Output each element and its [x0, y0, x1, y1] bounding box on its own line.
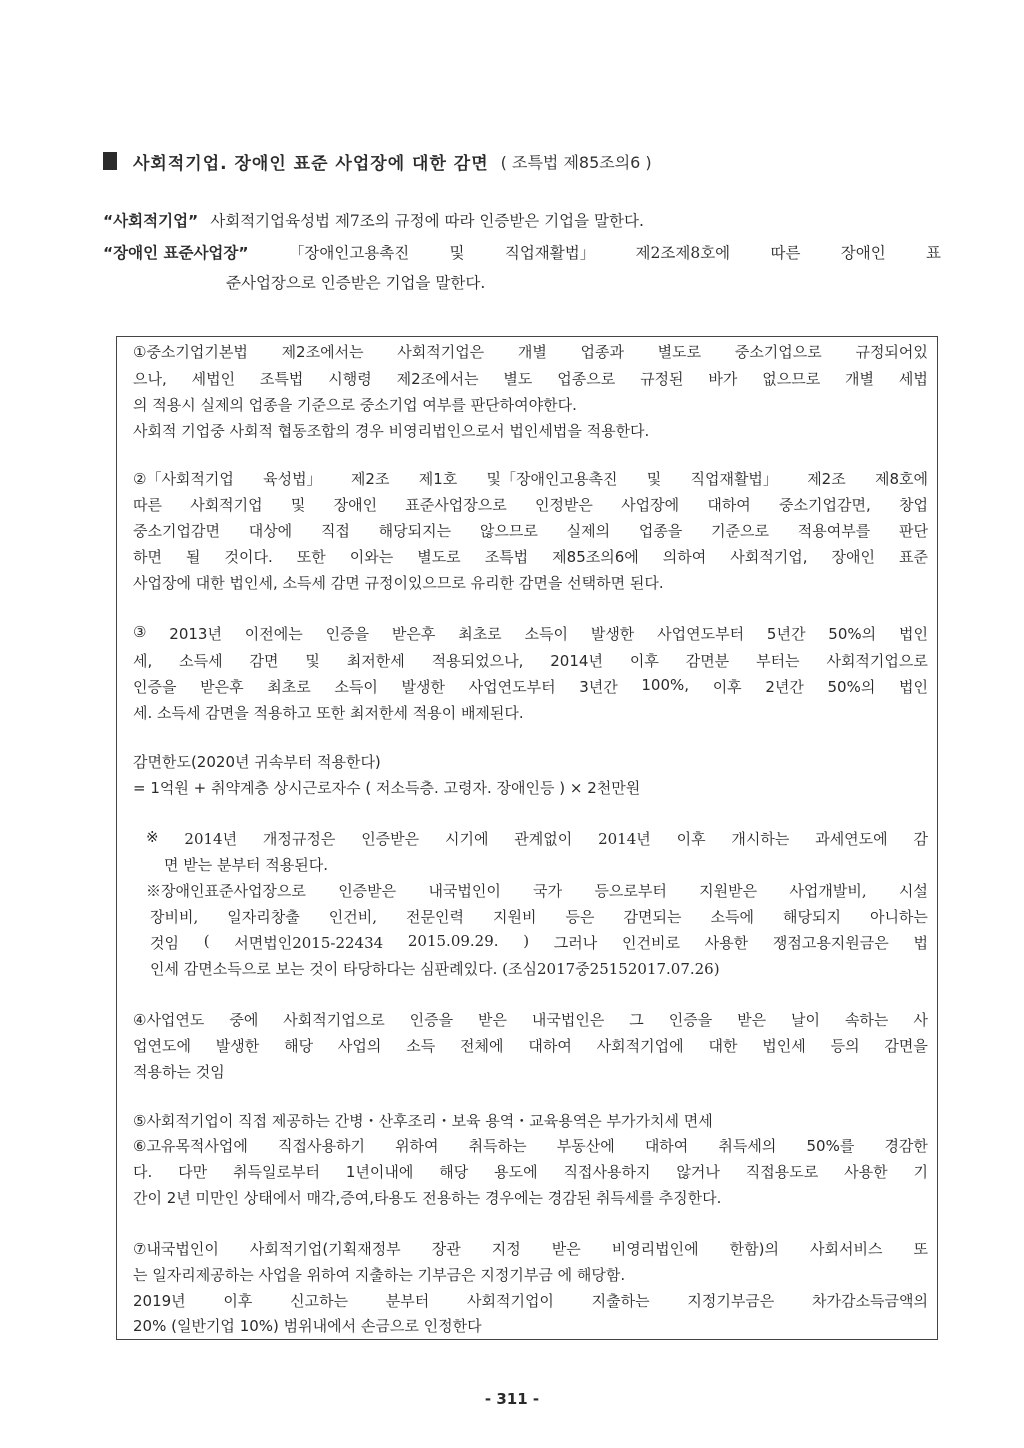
note-1-line: [133, 368, 928, 389]
word: 실제의: [566, 522, 611, 540]
word: 장관: [431, 1240, 461, 1258]
note-1-line: [133, 341, 928, 362]
word: ①중소기업기본법: [133, 343, 248, 361]
word: 표준: [898, 548, 928, 566]
word: 또: [913, 1240, 928, 1258]
word: ⑦내국법인이: [133, 1240, 219, 1258]
word: 사업연도부터: [657, 625, 745, 643]
word: 규정되어있: [855, 343, 928, 361]
word: 사회적기업에: [596, 1037, 684, 1055]
word: 소득이: [334, 678, 378, 696]
word: 취득일로부터: [233, 1163, 320, 1181]
word: 개별: [845, 370, 875, 388]
word: 취득세의: [718, 1137, 777, 1155]
word: 사업연도부터: [468, 678, 556, 696]
word: 2019년: [133, 1292, 186, 1310]
word: 감면을: [884, 1037, 928, 1055]
word: 다.: [133, 1163, 153, 1181]
word: 제2조: [350, 470, 390, 488]
word: 다만: [178, 1163, 208, 1181]
word: 전문인력: [406, 908, 464, 926]
word: 세법: [898, 370, 928, 388]
word: 신고하는: [290, 1292, 349, 1310]
word: 사회적기업으로: [283, 1011, 385, 1029]
word: 직업재활법」: [690, 470, 778, 488]
word: 제1호: [418, 470, 458, 488]
word: 이와는: [349, 548, 394, 566]
note-3-line: [133, 623, 928, 644]
word: 해당: [284, 1037, 314, 1055]
word: 소득세: [179, 652, 223, 670]
word: 2년간: [765, 678, 804, 696]
word: 소득: [406, 1037, 436, 1055]
word: 해당: [439, 1163, 469, 1181]
definition-word: 「장애인고용촉진: [288, 244, 410, 262]
word: 이후: [223, 1292, 253, 1310]
word: 기준으로: [711, 522, 770, 540]
note-3-line: 세. 소득세 감면을 적용하고 또한 최저한세 적용이 배제된다.: [133, 704, 524, 722]
word: 업연도에: [133, 1037, 191, 1055]
word: 장비비,: [150, 908, 199, 926]
word: 사회적기업이: [466, 1292, 554, 1310]
word: 사: [913, 1011, 928, 1029]
word: 2014년: [184, 830, 238, 848]
word: 제2조: [807, 470, 846, 488]
word: 적용여부를: [797, 522, 871, 540]
word: 따른: [133, 496, 162, 514]
note-2-line: [133, 546, 928, 567]
word: 의하여: [662, 548, 707, 566]
word: 2014년: [598, 830, 651, 848]
word: 감: [913, 830, 928, 848]
word: 해당되지는: [378, 522, 452, 540]
word: 사업개발비,: [789, 882, 867, 900]
word: 사회서비스: [810, 1240, 883, 1258]
word: 받은: [551, 1240, 581, 1258]
word: 개시하는: [731, 830, 790, 848]
word: 인건비로: [621, 934, 680, 952]
word: 것임: [150, 934, 179, 952]
word: 조특법: [259, 370, 304, 388]
page-number: - 311 -: [484, 1390, 540, 1408]
word: 등으로부터: [594, 882, 667, 900]
word: 사용한: [704, 934, 749, 952]
word: 표준사업장으로: [405, 496, 507, 514]
note-1-line: 사회적 기업중 사회적 협동조합의 경우 비영리법인으로서 법인세법을 적용한다.: [133, 422, 650, 440]
word: 최초로: [458, 625, 502, 643]
reference-note-line: 인세 감면소득으로 보는 것이 타당하다는 심판례있다. (조심2017중25152017.07.26): [150, 960, 720, 978]
note-2-line: [133, 520, 928, 541]
word: 규정된: [640, 370, 684, 388]
word: 3년간: [579, 678, 618, 696]
word: ③: [133, 623, 147, 641]
word: 1년이내에: [345, 1163, 414, 1181]
word: 제2조에서는: [281, 343, 364, 361]
word: 감면: [249, 652, 279, 670]
word: 관계없이: [514, 830, 573, 848]
word: 경감한: [884, 1137, 928, 1155]
word: 과세연도에: [815, 830, 888, 848]
definition-word: 장애인: [840, 244, 886, 262]
word: 법인: [898, 625, 928, 643]
word: 않으므로: [479, 522, 538, 540]
word: 서면법인2015-22434: [234, 934, 384, 952]
word: 법: [913, 934, 928, 952]
word: 업종을: [638, 522, 683, 540]
word: 법인세: [762, 1037, 806, 1055]
definition-word: 제2조제8호에: [635, 244, 731, 262]
word: 최초로: [267, 678, 311, 696]
definition-word: 직업재활법」: [504, 244, 596, 262]
word: 쟁점고용지원금은: [772, 934, 889, 952]
word: 2014년: [550, 652, 603, 670]
word: 인증을: [133, 678, 177, 696]
word: 중소기업으로: [734, 343, 822, 361]
word: 50%를: [806, 1137, 855, 1155]
word: 내국법인은: [531, 1011, 605, 1029]
note-5-line: ⑤사회적기업이 직접 제공하는 간병・산후조리・보육 용역・교육용역은 부가가치세 면세: [133, 1112, 713, 1130]
word: 전체에: [460, 1037, 504, 1055]
section-law-reference: ( 조특법 제85조의6 ): [500, 152, 652, 172]
word: 인증받은: [361, 830, 420, 848]
word: 그러나: [553, 934, 598, 952]
note-3-line: [133, 676, 928, 697]
word: 받은: [737, 1011, 767, 1029]
word: 위하여: [395, 1137, 439, 1155]
word: 사업의: [337, 1037, 382, 1055]
word: 용도에: [494, 1163, 538, 1181]
word: 이후: [676, 830, 706, 848]
word: 적용되었으나,: [431, 652, 524, 670]
word: 별도로: [657, 343, 702, 361]
definition-continuation: 준사업장으로 인증받은 기업을 말한다.: [226, 274, 486, 292]
note-7-line: [133, 1238, 928, 1259]
word: 받은후: [200, 678, 244, 696]
word: 및「장애인고용촉진: [486, 470, 618, 488]
word: 인증받은: [338, 882, 397, 900]
word: ②「사회적기업: [133, 470, 234, 488]
word: 받은후: [391, 625, 436, 643]
word: 한함)의: [729, 1240, 779, 1258]
word: 대한: [708, 1037, 738, 1055]
word: 시행령: [328, 370, 372, 388]
word: ④사업연도: [133, 1011, 205, 1029]
note-6-line: 간이 2년 미만인 상태에서 매각,증여,타용도 전용하는 경우에는 경감된 취득세를 추징한다.: [133, 1189, 722, 1207]
word: 사업장에: [621, 496, 680, 514]
word: 해당되지: [782, 908, 841, 926]
word: 속하는: [844, 1011, 889, 1029]
word: 중소기업감면: [133, 522, 220, 540]
word: 직접: [320, 522, 350, 540]
word: 중소기업감면,: [779, 496, 871, 514]
definition-disabled-workplace: [103, 241, 941, 263]
reduction-limit-formula: = 1억원 + 취약계층 상시근로자수 ( 저소득층. 고령자. 장애인등 ) × 2천만원: [133, 779, 641, 797]
word: ※: [146, 828, 159, 846]
reference-note-line: [150, 932, 928, 953]
reduction-limit-heading: 감면한도(2020년 귀속부터 적용한다): [133, 753, 381, 771]
word: 취득하는: [468, 1137, 527, 1155]
word: 인증을: [409, 1011, 454, 1029]
word: ⑥고유목적사업에: [133, 1137, 248, 1155]
word: 100%,: [641, 676, 690, 694]
reference-note-line: [146, 880, 928, 901]
note-4-line: 적용하는 것임: [133, 1063, 225, 1081]
note-4-line: [133, 1009, 928, 1030]
word: 대하여: [644, 1137, 689, 1155]
word: 비영리법인에: [611, 1240, 699, 1258]
word: 발생한: [401, 678, 445, 696]
note-2-line: [133, 468, 928, 489]
word: 아니하는: [869, 908, 928, 926]
word: 개정규정은: [262, 830, 336, 848]
word: 않거나: [676, 1163, 720, 1181]
word: 없으므로: [762, 370, 821, 388]
reference-note-line: [150, 906, 928, 927]
word: 이후: [629, 652, 659, 670]
word: 내국법인이: [428, 882, 501, 900]
word: 사회적기업으로: [826, 652, 928, 670]
word: 감면분: [685, 652, 730, 670]
word: 육성법」: [263, 470, 322, 488]
word: 직접용도로: [745, 1163, 819, 1181]
word: 기: [913, 1163, 928, 1181]
note-6-line: [133, 1135, 928, 1156]
word: 업종과: [580, 343, 624, 361]
word: 하면: [133, 548, 162, 566]
word: 소득이: [524, 625, 568, 643]
word: 세법인: [191, 370, 236, 388]
word: 지출하는: [591, 1292, 650, 1310]
word: 사용한: [844, 1163, 888, 1181]
square-bullet-icon: [103, 152, 117, 170]
word: 으나,: [133, 370, 167, 388]
word: 시설: [898, 882, 928, 900]
word: 중에: [229, 1011, 259, 1029]
definition-word: 표: [926, 244, 941, 262]
definition-text: 사회적기업육성법 제7조의 규정에 따라 인증받은 기업을 말한다.: [210, 212, 644, 230]
word: 소득에: [710, 908, 754, 926]
word: 인증을: [325, 625, 370, 643]
word: 일자리창출: [227, 908, 300, 926]
note-7-line: 는 일자리제공하는 사업을 위하여 지출하는 기부금은 지정기부금 에 해당함.: [133, 1266, 626, 1284]
word: 인정받은: [534, 496, 593, 514]
word: 별도: [503, 370, 533, 388]
word: 2015.09.29.: [407, 932, 499, 950]
word: 50%의: [827, 678, 876, 696]
definition-word: 및: [449, 244, 465, 262]
word: 지원비: [492, 908, 537, 926]
word: (: [203, 932, 210, 950]
word: 지정: [491, 1240, 521, 1258]
word: 및: [305, 652, 320, 670]
word: 및: [290, 496, 306, 514]
word: 바가: [708, 370, 738, 388]
word: 또한: [296, 548, 326, 566]
word: 이전에는: [244, 625, 303, 643]
word: 창업: [898, 496, 928, 514]
word: 장애인: [831, 548, 875, 566]
word: 법인: [898, 678, 928, 696]
word: 대상에: [248, 522, 293, 540]
word: 것이다.: [224, 548, 273, 566]
reference-note-line: 면 받는 분부터 적용된다.: [164, 856, 328, 874]
definition-word: 따른: [770, 244, 801, 262]
note-2-line: [133, 494, 928, 515]
reference-note-line: [146, 828, 928, 849]
word: 부터는: [756, 652, 800, 670]
section-title: 사회적기업. 장애인 표준 사업장에 대한 감면: [133, 153, 489, 174]
word: 50%의: [828, 625, 877, 643]
word: 판단: [898, 522, 928, 540]
word: 부동산에: [556, 1137, 615, 1155]
note-1-line: 의 적용시 실제의 업종을 기준으로 중소기업 여부를 판단하여야한다.: [133, 396, 577, 414]
word: 발생한: [590, 625, 635, 643]
word: 감면되는: [623, 908, 682, 926]
word: 인증을: [668, 1011, 713, 1029]
word: 그: [629, 1011, 644, 1029]
word: 제85조의6에: [552, 548, 639, 566]
word: 최저한세: [346, 652, 405, 670]
word: 지원받은: [699, 882, 758, 900]
word: ): [523, 932, 530, 950]
definition-social-enterprise: [103, 209, 644, 231]
word: 및: [646, 470, 662, 488]
word: 개별: [517, 343, 547, 361]
word: 업종으로: [557, 370, 616, 388]
note-7-line: [133, 1290, 928, 1311]
word: 분부터: [385, 1292, 430, 1310]
word: 받은: [478, 1011, 507, 1029]
word: 조특법: [484, 548, 529, 566]
word: 직접사용하기: [278, 1137, 365, 1155]
note-4-line: [133, 1035, 928, 1056]
word: 사회적기업(기획재정부: [249, 1240, 401, 1258]
note-6-line: [133, 1161, 928, 1182]
word: 날이: [791, 1011, 821, 1029]
word: 5년간: [766, 625, 806, 643]
note-3-line: [133, 650, 928, 671]
word: ※장애인표준사업장으로: [146, 882, 306, 900]
definition-term: “장애인 표준사업장”: [103, 244, 249, 262]
word: 인건비,: [328, 908, 377, 926]
word: 별도로: [417, 548, 461, 566]
word: 대하여: [528, 1037, 572, 1055]
word: 시기에: [444, 830, 489, 848]
word: 발생한: [215, 1037, 260, 1055]
word: 이후: [712, 678, 742, 696]
definition-term: “사회적기업”: [103, 212, 199, 230]
note-7-line: 20% (일반기업 10%) 범위내에서 손금으로 인정한다: [133, 1317, 482, 1335]
word: 사회적기업: [190, 496, 263, 514]
word: 2013년: [169, 625, 222, 643]
word: 제8호에: [874, 470, 928, 488]
note-2-line: 사업장에 대한 법인세, 소득세 감면 규정이있으므로 유리한 감면을 선택하면 된다.: [133, 574, 664, 592]
word: 등의: [830, 1037, 860, 1055]
word: 세,: [133, 652, 153, 670]
section-heading: [103, 148, 652, 174]
word: 지정기부금은: [687, 1292, 775, 1310]
word: 장애인: [333, 496, 378, 514]
word: 차가감소득금액의: [812, 1292, 928, 1310]
word: 될: [185, 548, 201, 566]
word: 사회적기업은: [397, 343, 485, 361]
word: 제2조에서는: [396, 370, 479, 388]
word: 국가: [533, 882, 563, 900]
word: 사회적기업,: [730, 548, 808, 566]
word: 대하여: [707, 496, 751, 514]
word: 직접사용하지: [563, 1163, 651, 1181]
word: 등은: [565, 908, 595, 926]
